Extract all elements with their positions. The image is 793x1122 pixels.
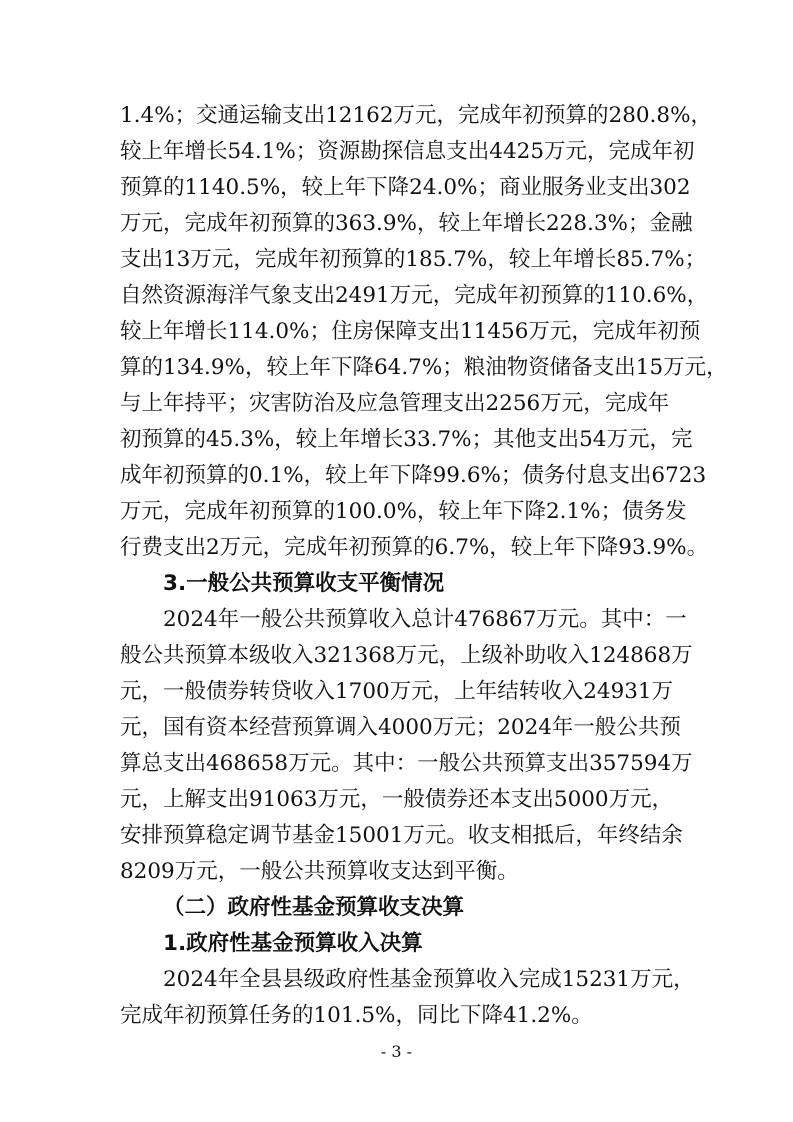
- paragraph-line: 算总支出468658万元。其中：一般公共预算支出357594万: [120, 751, 693, 776]
- page-number: - 3 -: [380, 1042, 413, 1061]
- paragraph-line: 行费支出2万元，完成年初预算的6.7%，较上年下降93.9%。: [120, 535, 709, 560]
- paragraph-line: 较上年增长114.0%；住房保障支出11456万元，完成年初预: [120, 319, 701, 344]
- paragraph-line: 般公共预算本级收入321368万元，上级补助收入124868万: [120, 643, 693, 668]
- section-heading: （二）政府性基金预算收支决算: [163, 895, 465, 920]
- subsection-heading: 1.政府性基金预算收入决算: [163, 931, 423, 956]
- paragraph-line: 2024年全县县级政府性基金预算收入完成15231万元，: [163, 967, 695, 992]
- paragraph-line: 较上年增长54.1%；资源勘探信息支出4425万元，完成年初: [120, 139, 695, 164]
- paragraph-line: 1.4%；交通运输支出12162万元，完成年初预算的280.8%，: [120, 103, 712, 128]
- paragraph-line: 安排预算稳定调节基金15001万元。收支相抵后，年终结余: [120, 823, 683, 848]
- paragraph-line: 元，上解支出91063万元，一般债券还本支出5000万元，: [120, 787, 674, 812]
- paragraph-line: 预算的1140.5%，较上年下降24.0%；商业服务业支出302: [120, 175, 691, 200]
- paragraph-line: 2024年一般公共预算收入总计476867万元。其中：一: [163, 607, 687, 632]
- section-heading: 3.一般公共预算收支平衡情况: [163, 571, 445, 596]
- paragraph-line: 万元，完成年初预算的363.9%，较上年增长228.3%；金融: [120, 211, 693, 236]
- paragraph-line: 支出13万元，完成年初预算的185.7%，较上年增长85.7%；: [120, 247, 707, 272]
- paragraph-line: 初预算的45.3%，较上年增长33.7%；其他支出54万元，完: [120, 427, 693, 452]
- paragraph-line: 成年初预算的0.1%，较上年下降99.6%；债务付息支出6723: [120, 463, 707, 488]
- paragraph-line: 元，国有资本经营预算调入4000万元；2024年一般公共预: [120, 715, 681, 740]
- paragraph-line: 与上年持平；灾害防治及应急管理支出2256万元，完成年: [120, 391, 670, 416]
- paragraph-line: 自然资源海洋气象支出2491万元，完成年初预算的110.6%，: [120, 283, 709, 308]
- paragraph-line: 万元，完成年初预算的100.0%，较上年下降2.1%；债务发: [120, 499, 687, 524]
- paragraph-line: 完成年初预算任务的101.5%，同比下降41.2%。: [120, 1003, 593, 1028]
- paragraph-line: 算的134.9%，较上年下降64.7%；粮油物资储备支出15万元，: [120, 355, 728, 380]
- paragraph-line: 元，一般债券转贷收入1700万元，上年结转收入24931万: [120, 679, 674, 704]
- paragraph-line: 8209万元，一般公共预算收支达到平衡。: [120, 859, 519, 884]
